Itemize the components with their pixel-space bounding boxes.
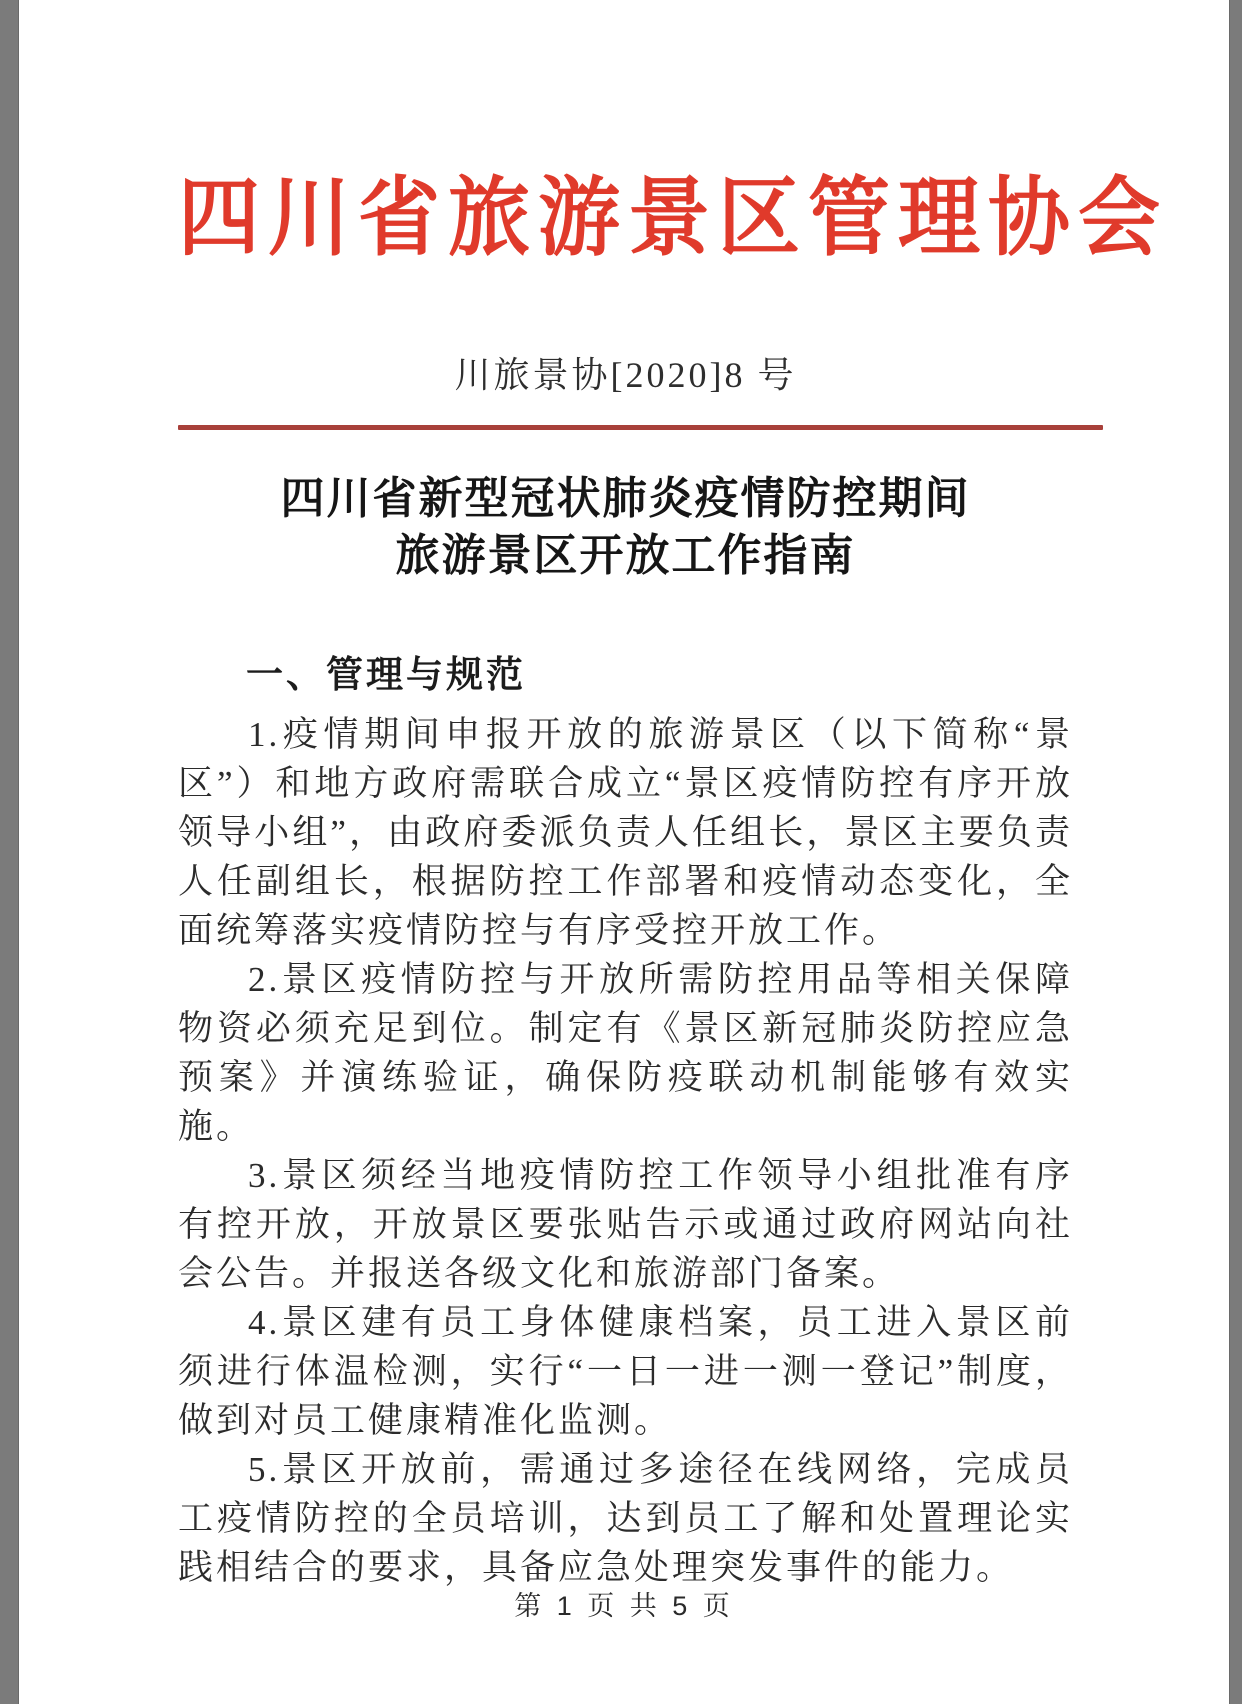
document-page xyxy=(178,0,1169,1592)
document-title-line1: 四川省新型冠状肺炎疫情防控期间 xyxy=(280,474,971,523)
document-title-line2: 旅游景区开放工作指南 xyxy=(395,531,856,580)
red-divider-rule xyxy=(178,425,1103,430)
page-number-footer: 第 1 页 共 5 页 xyxy=(514,1591,734,1621)
document-title xyxy=(178,470,1073,584)
viewer-right-edge xyxy=(1229,0,1242,1704)
body-paragraph-1: 1.疫情期间申报开放的旅游景区（以下简称“景区”）和地方政府需联合成立“景区疫情防控有序开放领导小组”，由政府委派负责人任组长，景区主要负责人任副组长，根据防控工作部署和疫情动态变化，全面统筹落实疫情防控与有序受控开放工作。 xyxy=(178,715,1073,950)
body-paragraph-2: 2.景区疫情防控与开放所需防控用品等相关保障物资必须充足到位。制定有《景区新冠肺炎防控应急预案》并演练验证，确保防疫联动机制能够有效实施。 xyxy=(178,960,1073,1146)
viewer-left-edge xyxy=(0,0,19,1704)
document-body xyxy=(178,710,1073,1592)
body-paragraph-5: 5.景区开放前，需通过多途径在线网络，完成员工疫情防控的全员培训，达到员工了解和处置理论实践相结合的要求，具备应急处理突发事件的能力。 xyxy=(178,1450,1073,1587)
body-paragraph-3: 3.景区须经当地疫情防控工作领导小组批准有序有控开放，开放景区要张贴告示或通过政府网站向社会公告。并报送各级文化和旅游部门备案。 xyxy=(178,1156,1073,1293)
body-paragraph-4: 4.景区建有员工身体健康档案，员工进入景区前须进行体温检测，实行“一日一进一测一登记”制度，做到对员工健康精准化监测。 xyxy=(178,1303,1073,1440)
document-number: 川旅景协[2020]8 号 xyxy=(454,355,797,395)
association-masthead: 四川省旅游景区管理协会 xyxy=(178,170,1169,267)
section-heading: 一、管理与规范 xyxy=(246,654,526,695)
